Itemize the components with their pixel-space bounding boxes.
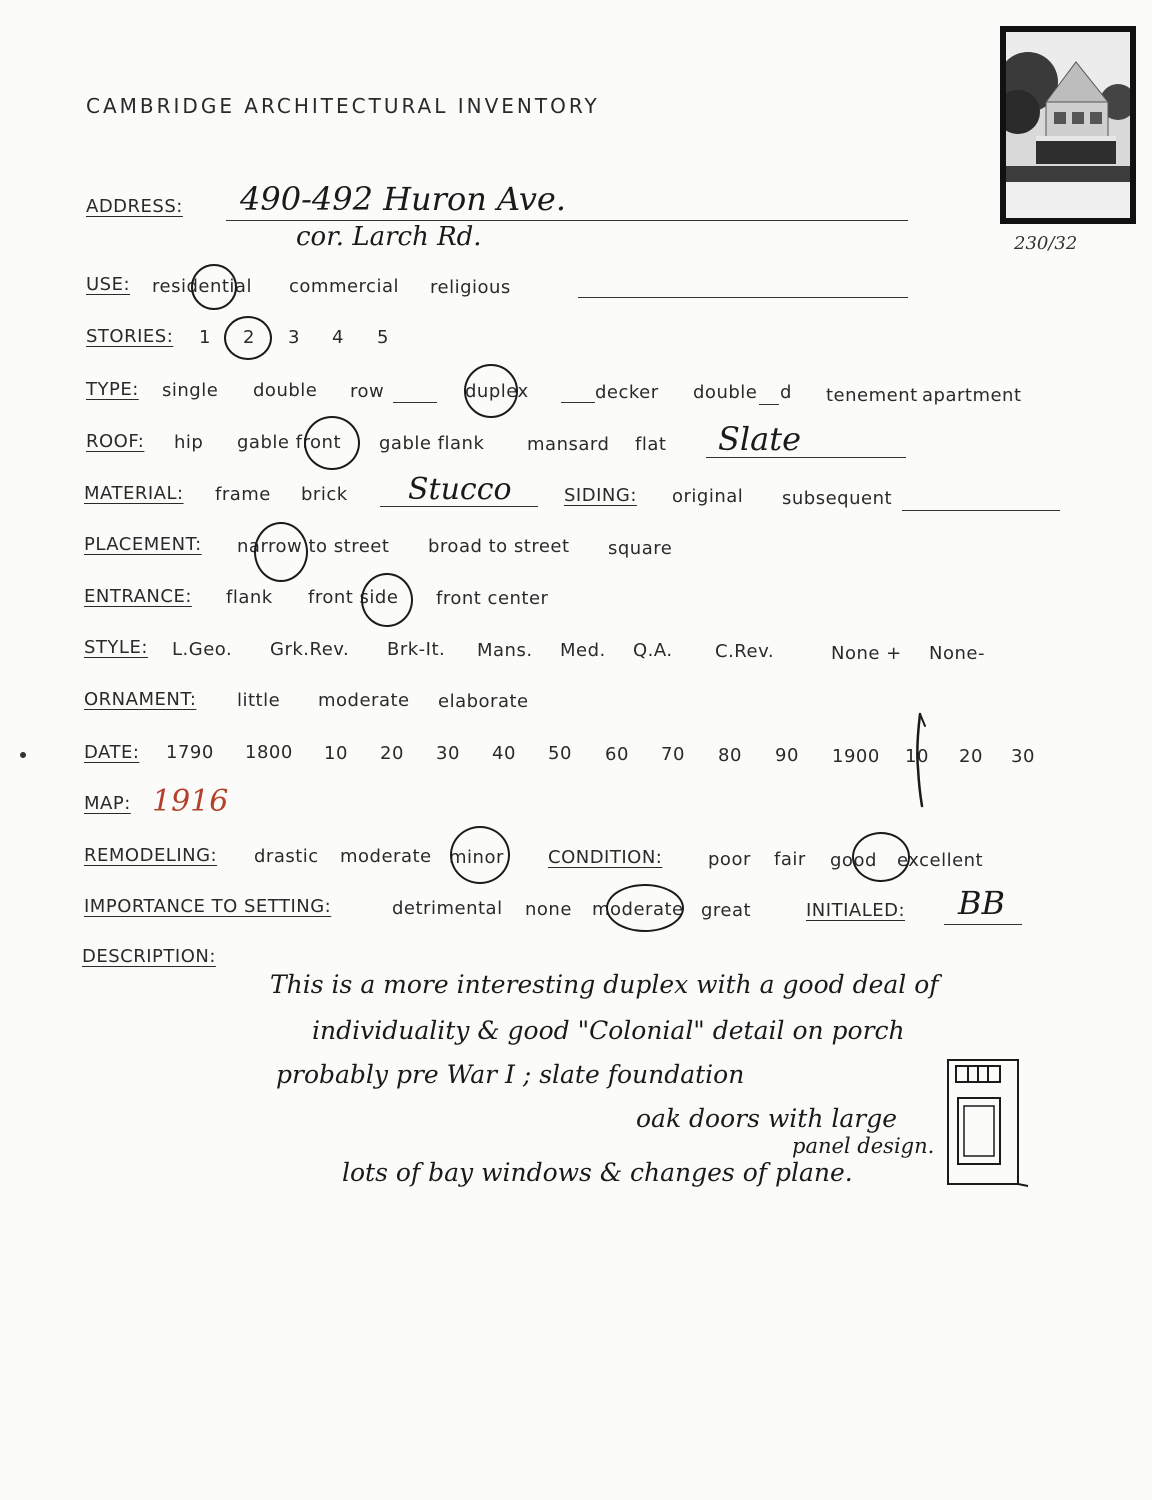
initialed-line	[944, 924, 1022, 925]
date-70: 70	[661, 744, 685, 765]
type-label: TYPE:	[86, 379, 139, 400]
stories-label: STORIES:	[86, 326, 174, 347]
date-1790: 1790	[166, 742, 214, 763]
type-decker-line	[561, 402, 595, 403]
map-written: 1916	[152, 784, 229, 819]
condition-fair: fair	[774, 849, 806, 870]
roof-gable-front: gable front	[237, 432, 341, 453]
date-80: 80	[718, 745, 742, 766]
description-line-5: panel design.	[792, 1134, 935, 1158]
door-sketch	[944, 1056, 1030, 1190]
stories-2: 2	[243, 327, 255, 348]
material-label: MATERIAL:	[84, 483, 184, 504]
stories-1: 1	[199, 327, 211, 348]
description-line-6: lots of bay windows & changes of plane.	[342, 1158, 853, 1187]
placement-selection-circle	[254, 522, 308, 582]
date-20: 20	[380, 743, 404, 764]
use-label: USE:	[86, 274, 131, 295]
address-line-1: 490-492 Huron Ave.	[240, 180, 566, 218]
remodeling-selection-circle	[450, 826, 510, 884]
type-row-line	[393, 402, 437, 403]
description-line-3: probably pre War I ; slate foundation	[276, 1060, 745, 1089]
siding-line	[902, 510, 1060, 511]
ornament-moderate: moderate	[318, 690, 410, 711]
roof-selection-circle	[304, 416, 360, 470]
description-line-2: individuality & good "Colonial" detail on porch	[312, 1016, 905, 1045]
entrance-label: ENTRANCE:	[84, 586, 192, 607]
importance-none: none	[525, 899, 572, 920]
photo-reference: 230/32	[1014, 233, 1078, 254]
entrance-front-side: front side	[308, 587, 399, 608]
style-none-plus: None +	[831, 643, 902, 664]
style-qa: Q.A.	[633, 640, 673, 661]
date-60: 60	[605, 744, 629, 765]
style-crev: C.Rev.	[715, 641, 775, 662]
date-1910: 10	[905, 746, 929, 767]
style-lgeo: L.Geo.	[172, 639, 233, 660]
stories-3: 3	[288, 327, 300, 348]
style-label: STYLE:	[84, 637, 148, 658]
remodeling-label: REMODELING:	[84, 845, 218, 866]
form-title: CAMBRIDGE ARCHITECTURAL INVENTORY	[86, 94, 600, 118]
material-written: Stucco	[408, 472, 512, 507]
address-underline	[226, 220, 908, 221]
ornament-elaborate: elaborate	[438, 691, 529, 712]
siding-label: SIDING:	[564, 485, 637, 506]
entrance-front-center: front center	[436, 588, 549, 609]
date-range-mark	[906, 708, 936, 812]
entrance-flank: flank	[226, 587, 273, 608]
address-label: ADDRESS:	[86, 196, 183, 217]
condition-selection-circle	[852, 832, 910, 882]
stories-4: 4	[332, 327, 344, 348]
condition-good: good	[830, 850, 877, 871]
house-photo-image	[1006, 32, 1130, 218]
date-40: 40	[492, 743, 516, 764]
placement-label: PLACEMENT:	[84, 534, 202, 555]
pen-mark	[19, 751, 27, 759]
date-90: 90	[775, 745, 799, 766]
importance-label: IMPORTANCE TO SETTING:	[84, 896, 332, 917]
importance-moderate: moderate	[592, 899, 684, 920]
stories-5: 5	[377, 327, 389, 348]
entrance-selection-circle	[361, 573, 413, 627]
type-double-d: double	[693, 382, 758, 403]
roof-line	[706, 457, 906, 458]
roof-written: Slate	[718, 420, 802, 458]
remodeling-moderate: moderate	[340, 846, 432, 867]
type-decker: decker	[595, 382, 659, 403]
style-brkit: Brk-It.	[387, 639, 446, 660]
date-1930: 30	[1011, 746, 1035, 767]
use-residential: residential	[152, 276, 252, 297]
description-label: DESCRIPTION:	[82, 946, 216, 967]
type-selection-circle	[464, 364, 518, 418]
siding-subsequent: subsequent	[782, 488, 893, 509]
date-label: DATE:	[84, 742, 140, 763]
roof-flat: flat	[635, 434, 667, 455]
type-apartment: apartment	[922, 385, 1022, 406]
initialed-written: BB	[958, 884, 1006, 922]
style-med: Med.	[560, 640, 606, 661]
material-line	[380, 506, 538, 507]
date-1900: 1900	[832, 746, 880, 767]
importance-great: great	[701, 900, 752, 921]
roof-label: ROOF:	[86, 431, 145, 452]
style-none-minus: None-	[929, 643, 985, 664]
use-other-line	[578, 297, 908, 298]
remodeling-drastic: drastic	[254, 846, 319, 867]
address-line-2: cor. Larch Rd.	[296, 222, 482, 252]
type-single: single	[162, 380, 219, 401]
type-row: row	[350, 381, 385, 402]
description-line-4: oak doors with large	[636, 1104, 898, 1133]
ornament-little: little	[237, 690, 281, 711]
condition-excellent: excellent	[897, 850, 984, 871]
stories-selection-circle	[224, 316, 272, 360]
initialed-label: INITIALED:	[806, 900, 906, 921]
house-photo	[1000, 26, 1136, 224]
type-double-d-line	[759, 404, 779, 405]
type-tenement: tenement	[826, 385, 918, 406]
map-label: MAP:	[84, 793, 131, 814]
style-grkrev: Grk.Rev.	[270, 639, 350, 660]
use-religious: religious	[430, 277, 511, 298]
date-1800: 1800	[245, 742, 293, 763]
siding-original: original	[672, 486, 744, 507]
placement-broad: broad to street	[428, 536, 570, 557]
date-10: 10	[324, 743, 348, 764]
remodeling-minor: minor	[449, 847, 504, 868]
condition-poor: poor	[708, 849, 751, 870]
roof-gable-flank: gable flank	[379, 433, 485, 454]
importance-selection-circle	[606, 884, 684, 932]
type-double: double	[253, 380, 318, 401]
condition-label: CONDITION:	[548, 847, 663, 868]
date-30: 30	[436, 743, 460, 764]
roof-mansard: mansard	[527, 434, 610, 455]
importance-detrimental: detrimental	[392, 898, 503, 919]
placement-square: square	[608, 538, 673, 559]
type-d: d	[780, 382, 792, 403]
description-line-1: This is a more interesting duplex with a good deal of	[270, 970, 939, 999]
placement-narrow: narrow to street	[237, 536, 390, 557]
material-brick: brick	[301, 484, 348, 505]
material-frame: frame	[215, 484, 271, 505]
style-mans: Mans.	[477, 640, 533, 661]
date-1920: 20	[959, 746, 983, 767]
date-50: 50	[548, 743, 572, 764]
roof-hip: hip	[174, 432, 204, 453]
type-duplex: duplex	[465, 381, 529, 402]
use-commercial: commercial	[289, 276, 399, 297]
use-selection-circle	[191, 264, 237, 310]
ornament-label: ORNAMENT:	[84, 689, 197, 710]
